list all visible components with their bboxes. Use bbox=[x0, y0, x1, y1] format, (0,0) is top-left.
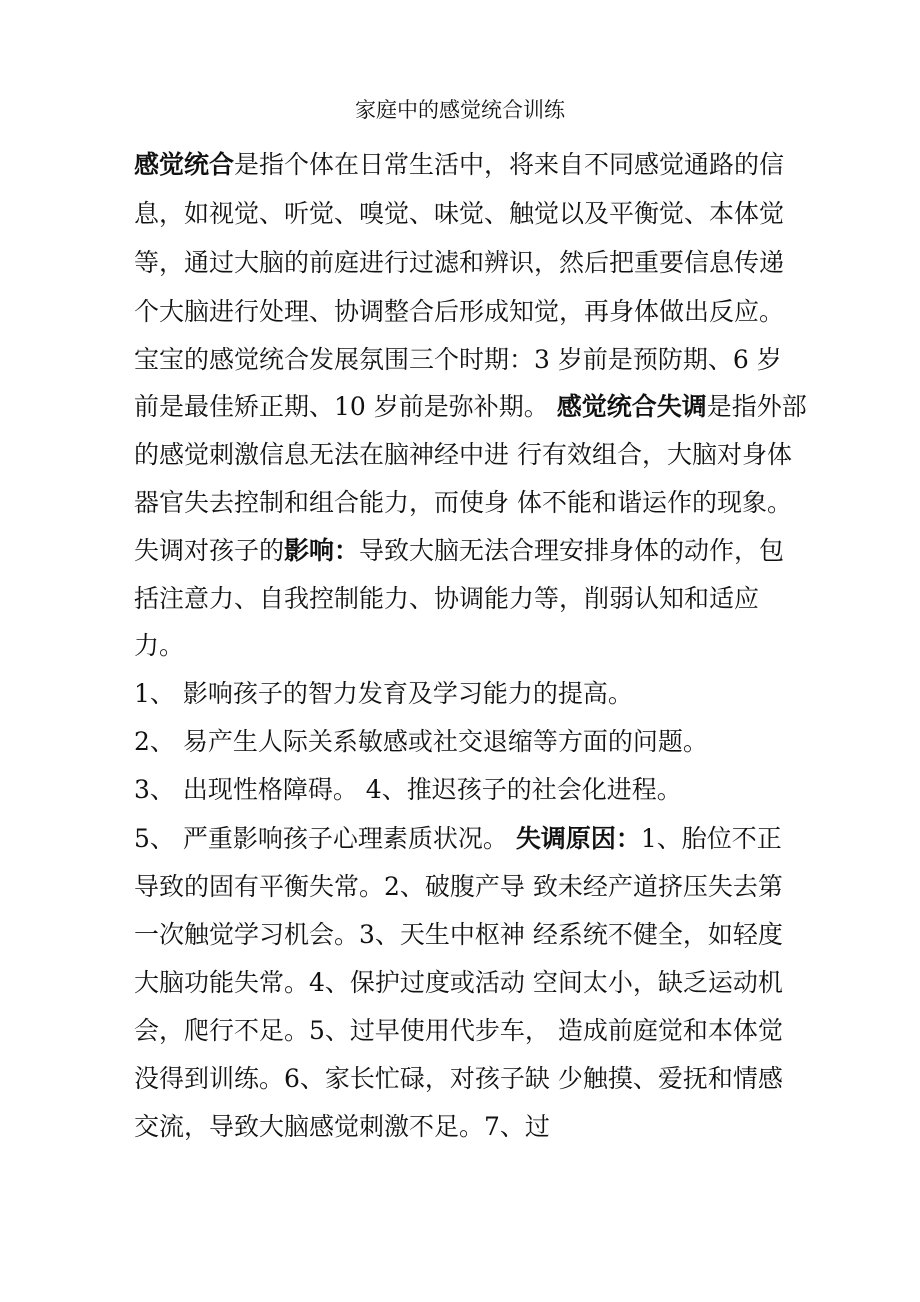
line-1-text: 是指个体在日常生活中，将来自不同感觉通路的信 bbox=[234, 150, 785, 179]
line-6-text-a: 前是最佳矫正期、10 岁前是弥补期。 bbox=[134, 392, 557, 421]
paragraph-line-16: 导致的固有平衡失常。2、破腹产导 致未经产道挤压失去第 bbox=[134, 872, 783, 901]
paragraph-line-4: 个大脑进行处理、协调整合后形成知觉，再身体做出反应。 bbox=[134, 297, 785, 326]
paragraph-line-11: 力。 bbox=[134, 631, 185, 660]
list-item-3-4: 3、 出现性格障碍。 4、推迟孩子的社会化进程。 bbox=[134, 775, 682, 804]
term-sensory-integration: 感觉统合 bbox=[134, 150, 235, 179]
paragraph-line-17: 一次触觉学习机会。3、天生中枢神 经系统不健全，如轻度 bbox=[134, 920, 783, 949]
paragraph-line-5: 宝宝的感觉统合发展氛围三个时期：3 岁前是预防期、6 岁 bbox=[134, 345, 782, 374]
paragraph-line-10: 括注意力、自我控制能力、协调能力等，削弱认知和适应 bbox=[134, 584, 760, 613]
line-9-text-c: 导致大脑无法合理安排身体的动作，包 bbox=[359, 536, 785, 565]
paragraph-line-18: 大脑功能失常。4、保护过度或活动 空间太小，缺乏运动机 bbox=[134, 968, 783, 997]
paragraph-line-3: 等，通过大脑的前庭进行过滤和辨识，然后把重要信息传递 bbox=[134, 248, 785, 277]
list-item-5 bbox=[134, 822, 782, 856]
term-sensory-dysfunction: 感觉统合失调 bbox=[556, 392, 707, 421]
paragraph-line-6 bbox=[134, 390, 807, 424]
paragraph-line-9 bbox=[134, 534, 784, 568]
line-15-text-a: 5、 严重影响孩子心理素质状况。 bbox=[134, 824, 516, 853]
paragraph-line-20: 没得到训练。6、家长忙碌，对孩子缺 少触摸、爱抚和情感 bbox=[134, 1064, 783, 1093]
paragraph-line-2: 息，如视觉、听觉、嗅觉、味觉、触觉以及平衡觉、本体觉 bbox=[134, 199, 785, 228]
list-item-1: 1、 影响孩子的智力发育及学习能力的提高。 bbox=[134, 679, 633, 708]
line-6-text-c: 是指外部 bbox=[706, 392, 807, 421]
list-item-2: 2、 易产生人际关系敏感或社交退缩等方面的问题。 bbox=[134, 727, 708, 756]
page-title: 家庭中的感觉统合训练 bbox=[355, 98, 565, 122]
line-15-text-c: 1、胎位不正 bbox=[640, 824, 782, 853]
paragraph-line-7: 的感觉刺激信息无法在脑神经中进 行有效组合，大脑对身体 bbox=[134, 440, 792, 469]
paragraph-line-8: 器官失去控制和组合能力，而使身 体不能和谐运作的现象。 bbox=[134, 488, 792, 517]
line-9-text-a: 失调对孩子的 bbox=[134, 536, 285, 565]
term-influence: 影响： bbox=[284, 536, 360, 565]
paragraph-line-21: 交流，导致大脑感觉刺激不足。7、过 bbox=[134, 1112, 550, 1141]
paragraph-line-1 bbox=[134, 148, 784, 182]
paragraph-line-19: 会，爬行不足。5、过早使用代步车， 造成前庭觉和本体觉 bbox=[134, 1016, 783, 1045]
term-causes: 失调原因： bbox=[515, 824, 641, 853]
